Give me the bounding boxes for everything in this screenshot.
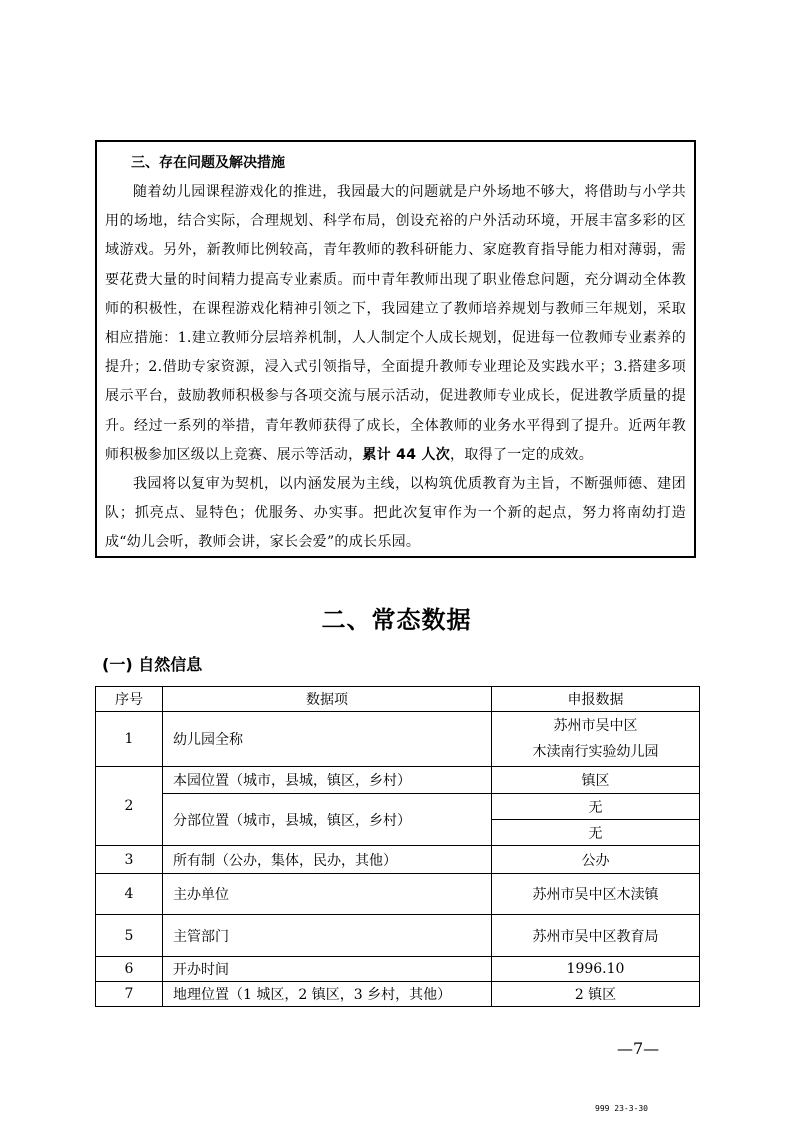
header-value: 申报数据 — [492, 687, 700, 712]
row-item: 主管部门 — [163, 915, 492, 957]
row-item: 地理位置（1 城区，2 镇区，3 乡村，其他） — [163, 982, 492, 1007]
table-row — [96, 846, 700, 874]
header-item: 数据项 — [163, 687, 492, 712]
paragraph-problems-end: ，取得了一定的成效。 — [450, 446, 594, 463]
row-value: 公办 — [492, 846, 700, 874]
table-row — [96, 915, 700, 957]
paragraph-problems — [105, 178, 686, 470]
row-no: 5 — [96, 915, 163, 957]
section-title: 二、常态数据 — [321, 606, 472, 634]
row-no: 3 — [96, 846, 163, 874]
table-row — [96, 767, 700, 794]
table-header-row — [96, 687, 700, 712]
row-value-line: 苏州市吴中区 — [553, 718, 638, 734]
problems-solutions-box — [95, 140, 696, 558]
row-value: 无 — [492, 794, 700, 820]
row-no: 6 — [96, 957, 163, 982]
row-item: 主办单位 — [163, 874, 492, 915]
box-heading: 三、存在问题及解决措施 — [131, 155, 285, 171]
natural-info-table — [95, 686, 700, 1007]
row-value: 苏州市吴中区木渎镇 — [492, 874, 700, 915]
header-no: 序号 — [96, 687, 163, 712]
row-value: 2 镇区 — [492, 982, 700, 1007]
page-number: —7— — [617, 1039, 660, 1058]
row-value: 镇区 — [492, 767, 700, 794]
sub-title: (一) 自然信息 — [102, 655, 203, 674]
paragraph-plan: 我园将以复审为契机，以内涵发展为主线，以构筑优质教育为主旨，不断强师德、建团队；抓亮点、显特色；优服务、办实事。把此次复审作为一个新的起点，努力将南幼打造成“幼儿会听，教师会讲，家长会爱”的成长乐园。 — [105, 476, 686, 551]
row-no: 1 — [96, 712, 163, 767]
row-no: 4 — [96, 874, 163, 915]
table-row — [96, 794, 700, 820]
table-row — [96, 874, 700, 915]
row-item: 开办时间 — [163, 957, 492, 982]
row-item: 分部位置（城市，县城，镇区，乡村） — [163, 794, 492, 846]
row-item: 所有制（公办，集体，民办，其他） — [163, 846, 492, 874]
row-value: 无 — [492, 820, 700, 846]
count-highlight: 累计 44 人次 — [362, 446, 451, 463]
row-value: 苏州市吴中区教育局 — [492, 915, 700, 957]
row-value — [492, 712, 700, 767]
row-item: 本园位置（城市，县城，镇区，乡村） — [163, 767, 492, 794]
table-row — [96, 712, 700, 767]
row-value: 1996.10 — [492, 957, 700, 982]
paragraph-problems-text: 随着幼儿园课程游戏化的推进，我园最大的问题就是户外场地不够大，将借助与小学共用的场地，结合实际，合理规划、科学布局，创设充裕的户外活动环境，开展丰富多彩的区域游戏。另外，新教师比例较高，青年教师的教科研能力、家庭教育指导能力相对薄弱，需要花费大量的时间精力提高专业素质。而中青年教师出现了职业倦怠问题，充分调动全体教师的积极性，在课程游戏化精神引领之下，我园建立了教师培养规划与教师三年规划，采取相应措施：1.建立教师分层培养机制，人人制定个人成长规划，促进每一位教师专业素养的提升；2.借助专家资源，浸入式引领指导，全面提升教师专业理论及实践水平；3.搭建多项展示平台，鼓励教师积极参与各项交流与展示活动，促进教师专业成长，促进教学质量的提升。经过一系列的举措，青年教师获得了成长，全体教师的业务水平得到了提升。近两年教师积极参加区级以上竞赛、展示等活动， — [105, 184, 686, 463]
footer-code: 999 23-3-30 — [595, 1104, 648, 1113]
row-value-line: 木渎南行实验幼儿园 — [532, 744, 659, 760]
row-item: 幼儿园全称 — [163, 712, 492, 767]
table-row — [96, 957, 700, 982]
row-no: 7 — [96, 982, 163, 1007]
row-no: 2 — [96, 767, 163, 846]
table-row — [96, 982, 700, 1007]
